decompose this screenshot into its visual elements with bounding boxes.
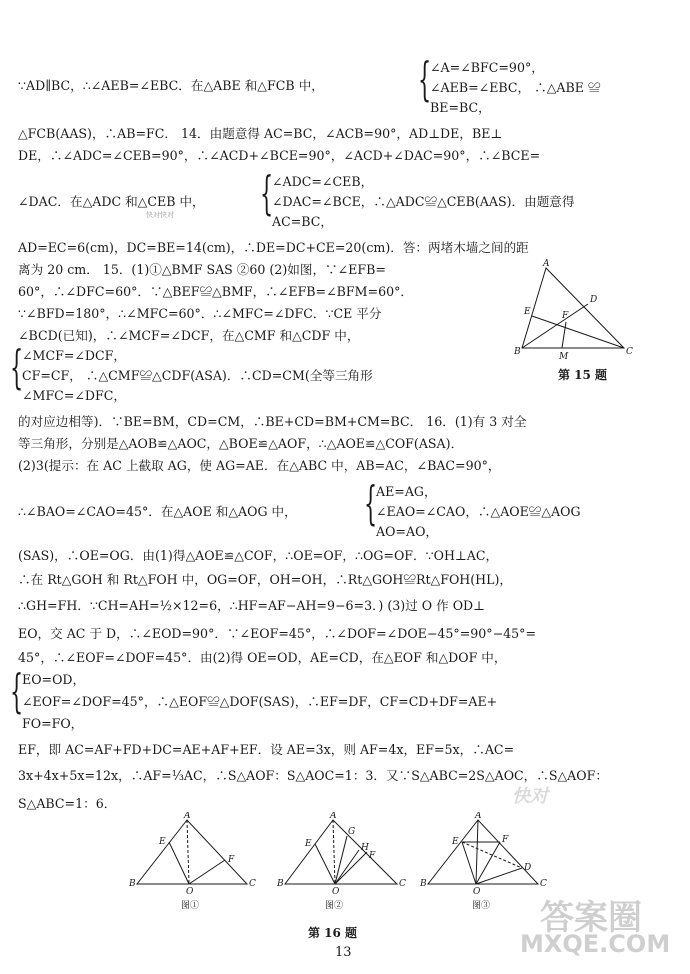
text-line: ∴在 Rt△GOH 和 Rt△FOH 中，OG=OF，OH=OH，∴Rt△GOH≌Rt△FOH(HL)，	[18, 572, 513, 587]
text-line: 45°，∴∠EOF=∠DOF=45°．由(2)得 OE=OD，AE=CD，在△EOF 和△DOF 中，	[18, 650, 507, 665]
equation-line: ∠A=∠BFC=90°，	[430, 60, 544, 75]
label-H: H	[361, 843, 369, 853]
label-C: C	[399, 879, 406, 889]
label-B: B	[277, 879, 284, 889]
text-line: 3x+4x+5x=12x，∴AF=⅓AC，∴S△AOF：S△AOC=1：3．又∵S△ABC=2S△AOC，∴S△AOF：	[18, 768, 608, 783]
figure-16-2	[275, 812, 415, 912]
watermark-logo: 答案圈	[540, 898, 642, 938]
equation-line: ∠ADC=∠CEB，	[272, 174, 374, 189]
system-brace: {	[260, 166, 274, 220]
label-E: E	[159, 837, 166, 847]
watermark-stamp: 快对快对	[146, 211, 174, 219]
text-line: DE，∴∠ADC=∠CEB=90°，∴∠ACD+∠BCE=90°，∠ACD+∠DAC=90°，∴∠BCE=	[18, 148, 541, 163]
label-O: O	[473, 887, 481, 897]
text-line: (SAS)，∴OE=OG．由(1)得△AOE≌△COF，∴OE=OF，∴OG=OF．∵OH⊥AC，	[18, 548, 499, 563]
figure-15-caption: 第 15 题	[558, 368, 608, 382]
label-F: F	[562, 311, 569, 321]
label-C: C	[626, 347, 633, 357]
watermark-site: MXQE.COM	[520, 930, 671, 958]
label-C: C	[249, 879, 256, 889]
system-brace: {	[364, 476, 378, 530]
text-line: ∵∠BFD=180°，∴∠MFC=60°．∴∠MFC=∠DFC．∵CE 平分	[18, 306, 382, 321]
text-line: (2)3(提示：在 AC 上截取 AG，使 AG=AE．在△ABC 中，AB=AC，∠BAC=90°，	[18, 458, 501, 473]
text-line: 60°，∴∠DFC=60°．∵△BEF≌△BMF，∴∠EFB=∠BFM=60°．	[18, 284, 414, 299]
text-line: ∠DAC．在△ADC 和△CEB 中，	[18, 194, 205, 209]
text-line: AD=EC=6(cm)，DC=BE=14(cm)，∴DE=DC+CE=20(cm)．答：两堵木墙之间的距	[18, 240, 529, 255]
text-line: EF，即 AC=AF+FD+DC=AE+AF+EF．设 AE=3x，则 AF=4x，EF=5x，∴AC=	[18, 742, 515, 757]
equation-line: ∠AEB=∠EBC， ∴△ABE ≌	[430, 80, 601, 95]
label-B: B	[129, 879, 136, 889]
equation-line: FO=FO，	[22, 716, 84, 731]
label-O: O	[332, 887, 340, 897]
label-E: E	[452, 837, 459, 847]
equation-line: ∠DAC=∠BCE，∴△ADC≌△CEB(AAS)．由题意得	[272, 194, 575, 209]
label-F: F	[369, 851, 376, 861]
equation-line: ∠EAO=∠CAO，∴△AOE≌△AOG	[376, 504, 581, 519]
text-line: ∠BCD(已知)，∴∠MCF=∠DCF，在△CMF 和△CDF 中，	[18, 328, 360, 343]
label-A: A	[475, 812, 482, 821]
label-A: A	[330, 812, 337, 821]
equation-line: AO=AO，	[376, 524, 438, 539]
equation-line: ∠EOF=∠DOF=45°，∴△EOF≌△DOF(SAS)，∴EF=DF，CF=CD+DF=AE+	[22, 694, 498, 709]
label-D: D	[590, 295, 598, 305]
page-number: 13	[335, 945, 352, 960]
equation-line: AE=AG，	[376, 484, 437, 499]
label-M: M	[559, 352, 569, 362]
figure-16-3	[418, 812, 558, 912]
text-line: 等三角形，分别是△AOB≌△AOC，△BOE≌△AOF，∴△AOE≌△COF(ASA)．	[18, 436, 464, 451]
text-line: ∴∠BAO=∠CAO=45°．在△AOE 和△AOG 中，	[18, 504, 297, 519]
label-B: B	[514, 347, 521, 357]
sub-caption-1: 图①	[181, 901, 200, 911]
sub-caption-3: 图③	[472, 901, 491, 911]
equation-line: EO=OD，	[22, 672, 86, 687]
text-line: △FCB(AAS)，∴AB=FC． 14．由题意得 AC=BC，∠ACB=90°，AD⊥DE，BE⊥	[18, 126, 503, 141]
text-line: ∴GH=FH．∵CH=AH=½×12=6，∴HF=AF−AH=9−6=3．) (3)过 O 作 OD⊥	[18, 598, 485, 613]
label-O: O	[186, 887, 194, 897]
label-G: G	[348, 827, 356, 837]
text-line: S△ABC=1：6．	[18, 796, 117, 811]
figure-15	[512, 258, 642, 368]
system-brace: {	[10, 664, 24, 718]
equation-line: ∠MFC=∠DFC，	[22, 388, 126, 403]
label-B: B	[420, 879, 427, 889]
label-E: E	[305, 839, 312, 849]
sub-caption-2: 图②	[325, 901, 344, 911]
label-E: E	[524, 307, 531, 317]
figure-16-caption: 第 16 题	[308, 926, 358, 940]
label-A: A	[184, 812, 191, 821]
label-D: D	[524, 863, 532, 873]
label-A: A	[543, 259, 550, 269]
equation-line: AC=BC，	[272, 214, 334, 229]
equation-line: CF=CF， ∴△CMF≌△CDF(ASA)．∴CD=CM(全等三角形	[22, 368, 373, 383]
text-line: 离为 20 cm． 15．(1)①△BMF SAS ②60 (2)如图，∵∠EFB=	[18, 262, 386, 277]
watermark-brand: 快对	[512, 786, 548, 807]
equation-line: ∠MCF=∠DCF，	[22, 348, 126, 363]
figure-16-1	[125, 812, 265, 912]
equation-line: BE=BC，	[430, 100, 491, 115]
system-brace: {	[10, 340, 24, 394]
text-line: EO，交 AC 于 D，∴∠EOD=90°．∵∠EOF=45°，∴∠DOF=∠DOE−45°=90°−45°=	[18, 626, 537, 641]
text-line: 的对应边相等)．∵BE=BM，CD=CM，∴BE+CD=BM+CM=BC． 16．(1)有 3 对全	[18, 414, 527, 429]
text-line: ∵AD∥BC，∴∠AEB=∠EBC．在△ABE 和△FCB 中，	[18, 78, 324, 93]
system-brace: {	[418, 52, 432, 106]
label-F: F	[502, 835, 509, 845]
label-F: F	[228, 855, 235, 865]
label-C: C	[540, 879, 547, 889]
